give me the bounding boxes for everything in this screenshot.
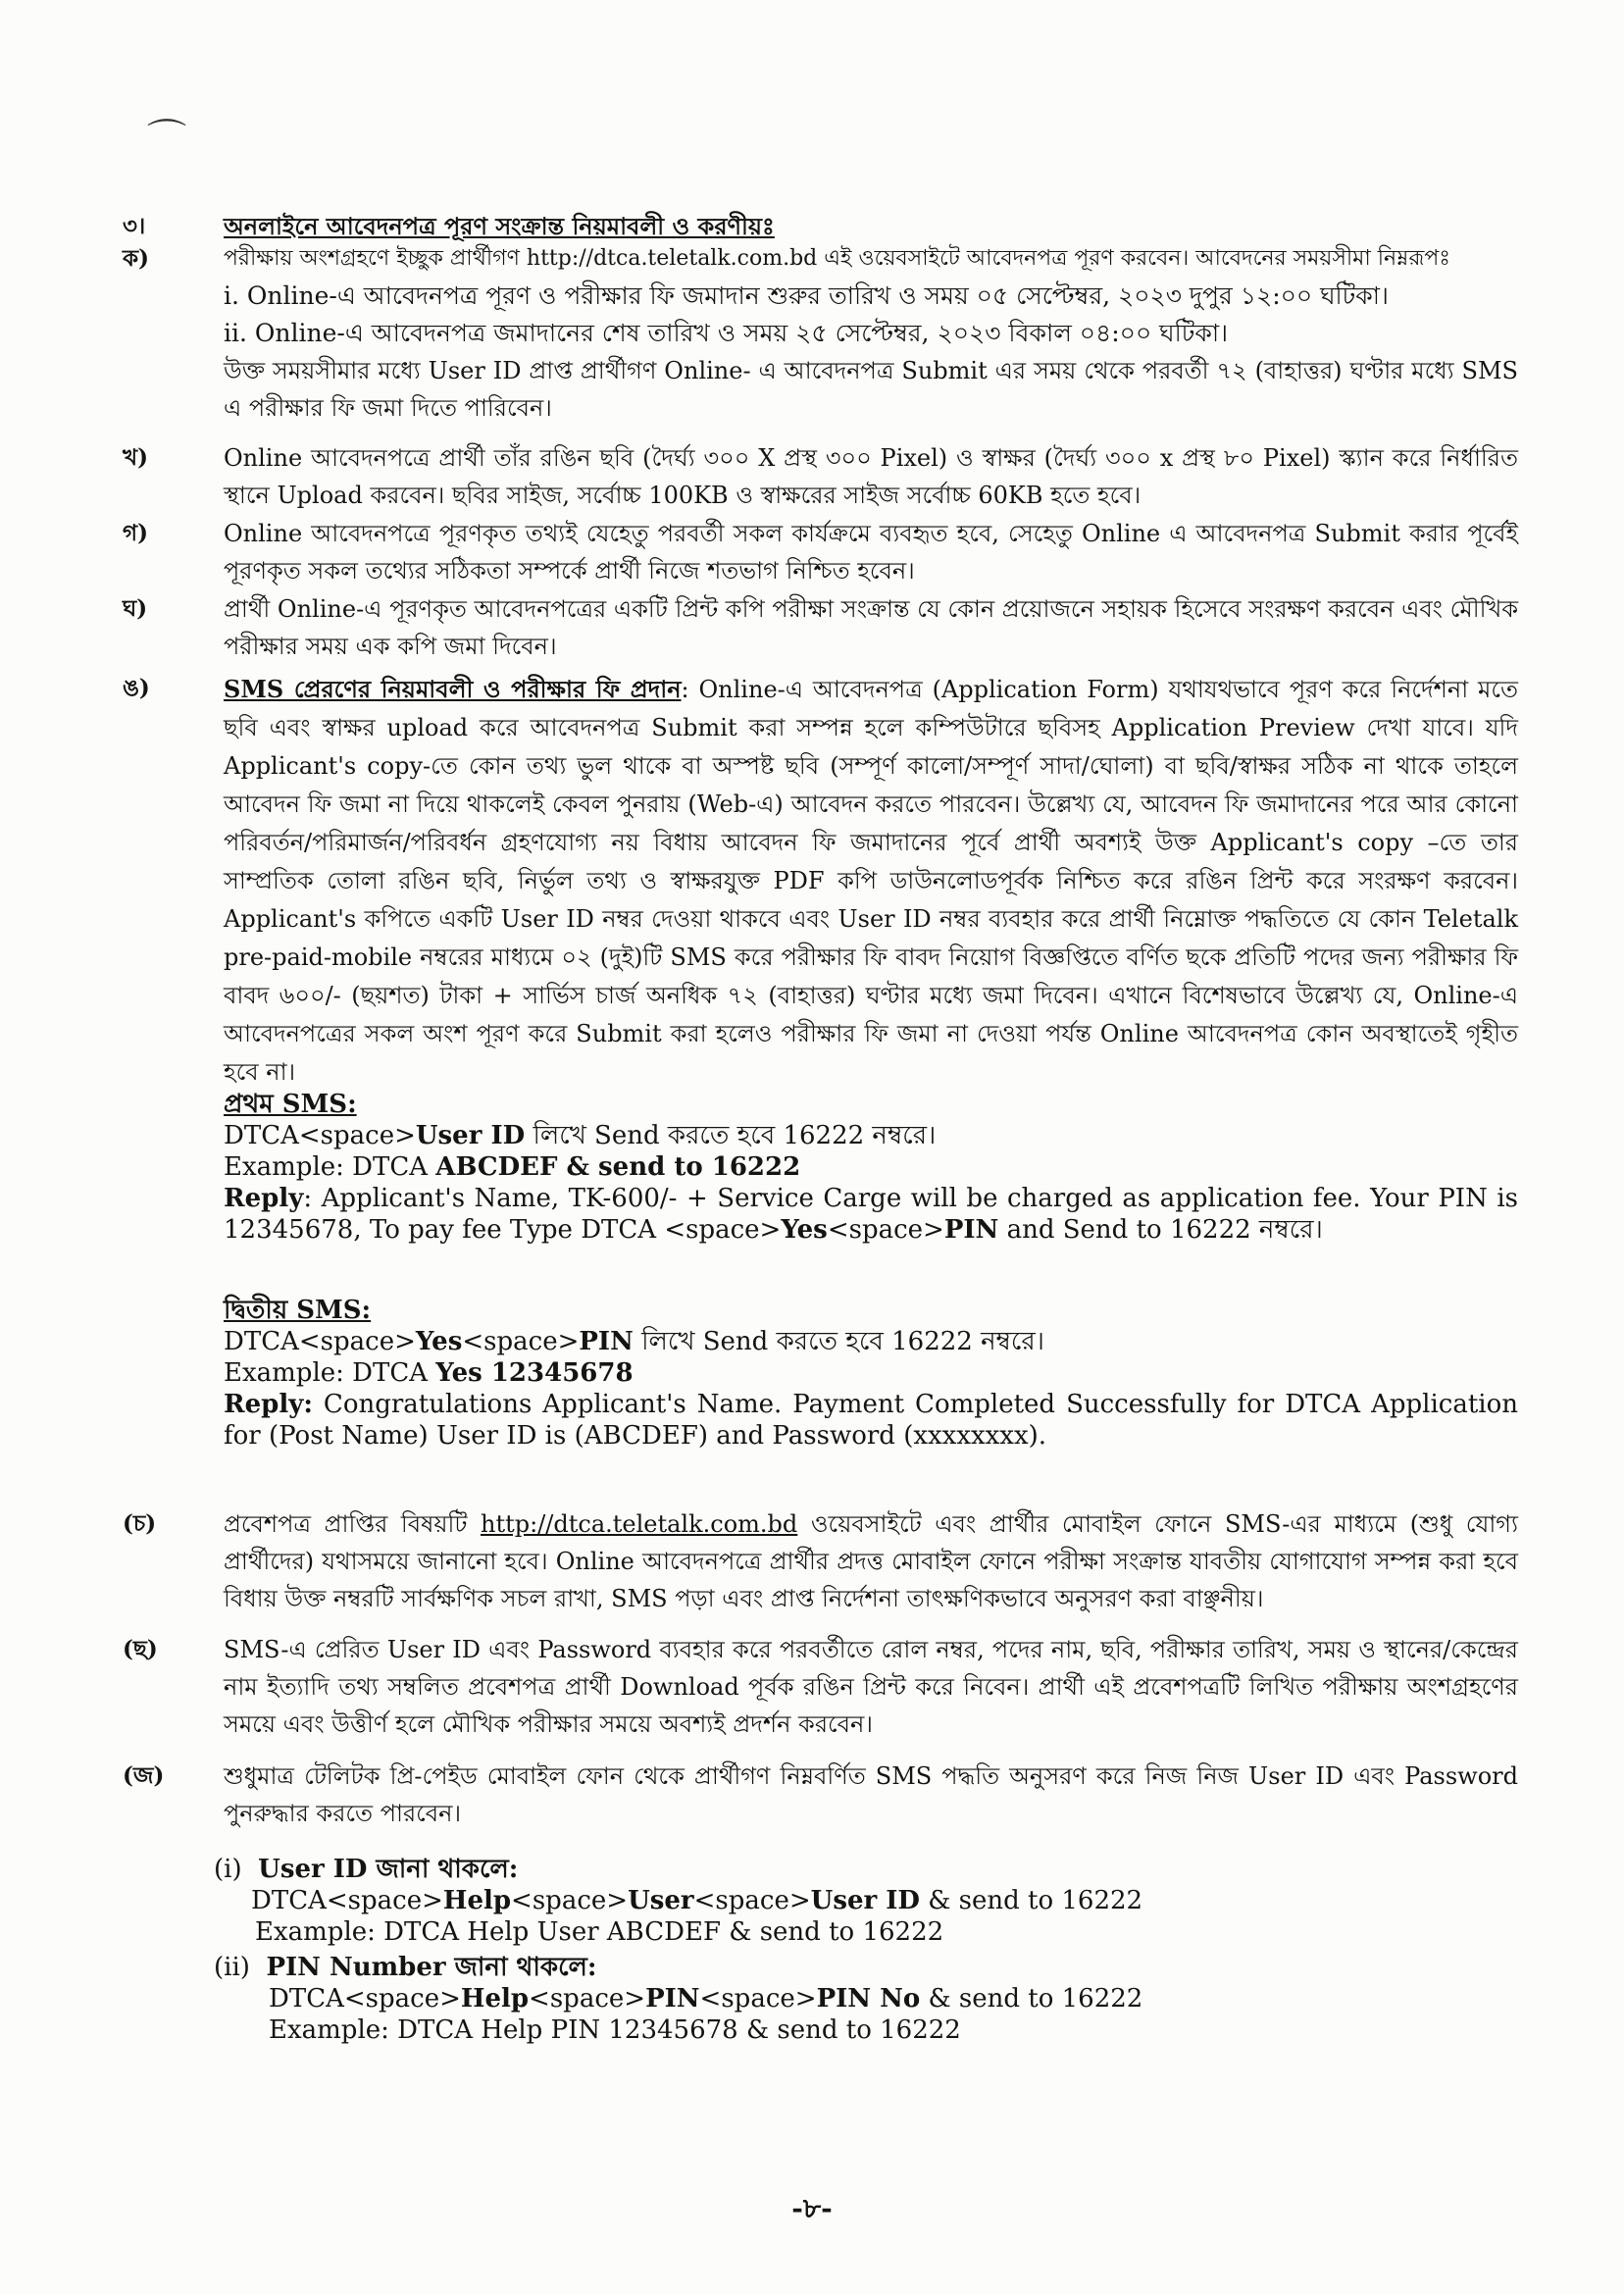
item-kha-text: Online আবেদনপত্রে প্রার্থী তাঁর রঙিন ছবি (দৈর্ঘ্য ৩০০ X প্রস্থ ৩০০ Pixel) ও স্বাক্ষর (দৈর্ঘ্য ৩০০ x প্রস্থ ৮০ Pixel) স্ক্যান করে নির্ধারিত স্থানে Upload করবেন। ছবির সাইজ, সর্বোচ্চ 100KB ও স্বাক্ষরের সাইজ সর্বোচ্চ 60KB হতে হবে। xyxy=(224,444,1518,509)
page-number: -৮- xyxy=(791,2192,833,2224)
sms2-example: Example: DTCA Yes 12345678 xyxy=(224,1358,634,1388)
recover-user-heading: (i) User ID জানা থাকলে: xyxy=(214,1855,519,1884)
sms2-reply: Reply: Congratulations Applicant's Name. Payment Completed Successfully for DTCA Application for (Post Name) User ID is (ABCDEF) and Password (xxxxxxxx). xyxy=(224,1390,1518,1451)
sms1-reply: Reply: Applicant's Name, TK-600/- + Service Carge will be charged as application fee. Your PIN is 12345678, To pay fee Type DTCA <space>Yes<space>PIN and Send to 16222 নম্বরে। xyxy=(224,1184,1518,1245)
item-chha-text: SMS-এ প্রেরিত User ID এবং Password ব্যবহার করে পরবর্তীতে রোল নম্বর, পদের নাম, ছবি, পরীক্ষার তারিখ, সময় ও স্থানের/কেন্দ্রের নাম ইত্যাদি তথ্য সম্বলিত প্রবেশপত্র প্রার্থী Download পূর্বক রঙিন প্রিন্ট করে নিবেন। প্রার্থী এই প্রবেশপত্রটি লিখিত পরীক্ষায় অংশগ্রহণের সময়ে এবং উত্তীর্ণ হলে মৌখিক পরীক্ষার সময়ে অবশ্যই প্রদর্শন করবেন। xyxy=(224,1636,1518,1738)
item-kha-number: খ) xyxy=(123,444,148,471)
item-gha-text: প্রার্থী Online-এ পূরণকৃত আবেদনপত্রের একটি প্রিন্ট কপি পরীক্ষা সংক্রান্ত যে কোন প্রয়োজনে সহায়ক হিসেবে সংরক্ষণ করবেন এবং মৌখিক পরীক্ষার সময় এক কপি জমা দিবেন। xyxy=(224,595,1518,660)
item-ga-number: গ) xyxy=(123,520,148,546)
recover-user-block xyxy=(214,1854,1391,1948)
item-ka-intro: পরীক্ষায় অংশগ্রহণে ইচ্ছুক প্রার্থীগণ http://dtca.teletalk.com.bd এই ওয়েবসাইটে আবেদনপত্র পূরণ করবেন। আবেদনের সময়সীমা নিম্নরূপঃ xyxy=(224,246,1451,271)
item-ja-text: শুধুমাত্র টেলিটক প্রি-পেইড মোবাইল ফোন থেকে প্রার্থীগণ নিম্নবর্ণিত SMS পদ্ধতি অনুসরণ করে নিজ নিজ User ID এবং Password পুনরুদ্ধার করতে পারবেন। xyxy=(224,1762,1518,1827)
section-heading: অনলাইনে আবেদনপত্র পূরণ সংক্রান্ত নিয়মাবলী ও করণীয়ঃ xyxy=(224,212,775,240)
recover-pin-command: DTCA<space>Help<space>PIN<space>PIN No & send to 16222 xyxy=(269,1984,1143,2014)
item-uma-body: : Online-এ আবেদনপত্র (Application Form) যথাযথভাবে পূরণ করে নির্দেশনা মতে ছবি এবং স্বাক্ষর upload করে আবেদনপত্র Submit করা সম্পন্ন হলে কম্পিউটারে ছবিসহ Application Preview দেখা যাবে। যদি Applicant's copy-তে কোন তথ্য ভুল থাকে বা অস্পষ্ট ছবি (সম্পূর্ণ কালো/সম্পূর্ণ সাদা/ঘোলা) বা ছবি/স্বাক্ষর সঠিক না থাকে তাহলে আবেদন ফি জমা না দিয়ে থাকলেই কেবল পুনরায় (Web-এ) আবেদন করতে পারবেন। উল্লেখ্য যে, আবেদন ফি জমাদানের পরে আর কোনো পরিবর্তন/পরিমার্জন/পরিবর্ধন গ্রহণযোগ্য নয় বিধায় আবেদন ফি জমাদানের পূর্বে প্রার্থী অবশ্যই উক্ত Applicant's copy –তে তার সাম্প্রতিক তোলা রঙিন ছবি, নির্ভুল তথ্য ও স্বাক্ষরযুক্ত PDF কপি ডাউনলোডপূর্বক নিশ্চিত করে রঙিন প্রিন্ট করে সংরক্ষণ করবেন। Applicant's কপিতে একটি User ID নম্বর দেওয়া থাকবে এবং User ID নম্বর ব্যবহার করে প্রার্থী নিম্নোক্ত পদ্ধতিতে যে কোন Teletalk pre-paid-mobile নম্বরের মাধ্যমে ০২ (দুই)টি SMS করে পরীক্ষার ফি বাবদ নিয়োগ বিজ্ঞপ্তিতে বর্ণিত ছকে প্রতিটি পদের জন্য পরীক্ষার ফি বাবদ ৬০০/- (ছয়শত) টাকা + সার্ভিস চার্জ অনধিক ৭২ (বাহাত্তর) ঘণ্টার মধ্যে জমা দিবেন। এখানে বিশেষভাবে উল্লেখ্য যে, Online-এ আবেদনপত্রের সকল অংশ পূরণ করে Submit করা হলেও পরীক্ষার ফি জমা না দেওয়া পর্যন্ত Online আবেদনপত্র কোন অবস্থাতেই গৃহীত হবে না। xyxy=(224,676,1518,1086)
sms1-example: Example: DTCA ABCDEF & send to 16222 xyxy=(224,1152,801,1182)
item-cha-text: প্রবেশপত্র প্রাপ্তির বিষয়টি http://dtca.teletalk.com.bd ওয়েবসাইটে এবং প্রার্থীর মোবাইল ফোনে SMS-এর মাধ্যমে (শুধু যোগ্য প্রার্থীদের) যথাসময়ে জানানো হবে। Online আবেদনপত্রে প্রার্থীর প্রদত্ত মোবাইল ফোনে পরীক্ষা সংক্রান্ত যাবতীয় যোগাযোগ সম্পন্ন করা হবে বিধায় উক্ত নম্বরটি সার্বক্ষণিক সচল রাখা, SMS পড়া এবং প্রাপ্ত নির্দেশনা তাৎক্ষণিকভাবে অনুসরণ করা বাঞ্ছনীয়। xyxy=(224,1510,1518,1612)
item-uma-number: ঙ) xyxy=(123,675,150,701)
teletalk-link[interactable]: http://dtca.teletalk.com.bd xyxy=(481,1510,798,1538)
item-ga-text: Online আবেদনপত্রে পূরণকৃত তথ্যই যেহেতু পরবর্তী সকল কার্যক্রমে ব্যবহৃত হবে, সেহেতু Online এ আবেদনপত্র Submit করার পূর্বেই পূরণকৃত সকল তথ্যের সঠিকতা সম্পর্কে প্রার্থী নিজে শতভাগ নিশ্চিত হবেন। xyxy=(224,520,1518,585)
item-chha-number: (ছ) xyxy=(123,1636,158,1662)
item-ka-note: উক্ত সময়সীমার মধ্যে User ID প্রাপ্ত প্রার্থীগণ Online- এ আবেদনপত্র Submit এর সময় থেকে পরবর্তী ৭২ (বাহাত্তর) ঘণ্টার মধ্যে SMS এ পরীক্ষার ফি জমা দিতে পারিবেন। xyxy=(224,357,1518,422)
recover-user-example: Example: DTCA Help User ABCDEF & send to 16222 xyxy=(255,1917,944,1947)
sms2-line1: DTCA<space>Yes<space>PIN লিখে Send করতে হবে 16222 নম্বরে। xyxy=(224,1327,1044,1356)
sms1-line1: DTCA<space>User ID লিখে Send করতে হবে 16222 নম্বরে। xyxy=(224,1121,937,1150)
item-ka-number: ক) xyxy=(123,245,149,272)
item-uma-text xyxy=(224,670,1518,1092)
recover-pin-heading: (ii) PIN Number জানা থাকলে: xyxy=(214,1953,597,1982)
recover-pin-block xyxy=(214,1952,1391,2046)
sms1-heading: প্রথম SMS: xyxy=(224,1090,357,1119)
section-number: ৩। xyxy=(123,213,146,239)
sms2-heading: দ্বিতীয় SMS: xyxy=(224,1296,372,1325)
item-cha-number: (চ) xyxy=(123,1510,157,1537)
recover-pin-example: Example: DTCA Help PIN 12345678 & send to 16222 xyxy=(269,2015,961,2045)
item-uma-heading: SMS প্রেরণের নিয়মাবলী ও পরীক্ষার ফি প্রদান xyxy=(224,675,682,703)
item-ka-end-date: ii. Online-এ আবেদনপত্র জমাদানের শেষ তারিখ ও সময় ২৫ সেপ্টেম্বর, ২০২৩ বিকাল ০৪:০০ ঘটিকা। xyxy=(224,319,1229,347)
item-ka-start-date: i. Online-এ আবেদনপত্র পূরণ ও পরীক্ষার ফি জমাদান শুরুর তারিখ ও সময় ০৫ সেপ্টেম্বর, ২০২৩ দুপুর ১২:০০ ঘটিকা। xyxy=(224,281,1389,310)
scan-mark: ⌒ xyxy=(147,117,186,162)
item-ja-number: (জ) xyxy=(123,1762,165,1789)
item-gha-number: ঘ) xyxy=(123,595,148,622)
recover-user-command: DTCA<space>Help<space>User<space>User ID & send to 16222 xyxy=(251,1886,1143,1915)
